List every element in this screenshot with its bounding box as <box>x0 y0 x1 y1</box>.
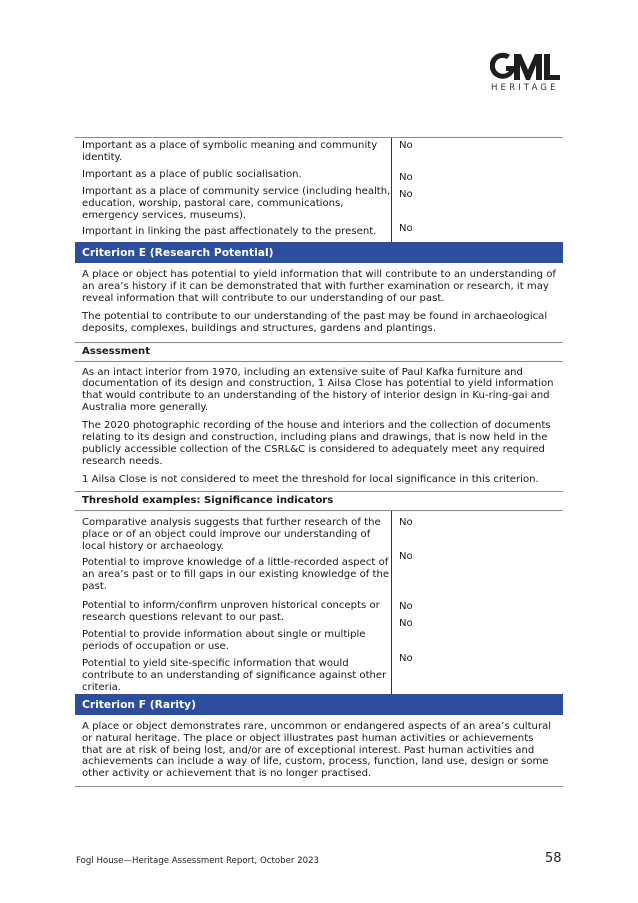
assessment-text <box>75 362 563 486</box>
paragraph: The potential to contribute to our understanding of the past may be found in archaeological deposits, complexes, buildings and structures, gardens and plantings. <box>82 310 548 334</box>
indicator-text: Important as a place of symbolic meaning and community identity. <box>82 140 378 163</box>
indicator-value: No <box>399 652 413 664</box>
paragraph: A place or object demonstrates rare, uncommon or endangered aspects of an area’s cultural or natural heritage. The place or object illustrates past human activities or achievements that are at risk of being lost, and/or are of exceptional interest. Past human activities and achievements can include a way of life, custom, process, function, land use, design or some other activity or achievement that is no longer practised. <box>82 720 552 780</box>
criterion-f-heading: Criterion F (Rarity) <box>75 694 563 715</box>
section-divider <box>75 786 563 787</box>
criterion-d-indicators-table <box>75 137 563 242</box>
criterion-f-description <box>75 715 563 787</box>
logo-heritage-text: HERITAGE <box>491 83 559 93</box>
indicator-value: No <box>399 189 413 200</box>
indicator-text: Important as a place of community service (including health, education, worship, pastoral care, communications, emergency services, museums). <box>82 185 391 221</box>
indicator-text: Comparative analysis suggests that further research of the place or of an object could improve our understanding of local history or archaeology. <box>82 516 381 552</box>
page-number: 58 <box>545 851 562 866</box>
indicator-value: No <box>399 617 413 629</box>
assessment-heading: Assessment <box>75 342 563 362</box>
indicator-values <box>391 511 563 694</box>
gml-logo-mark <box>490 50 562 84</box>
threshold-heading: Threshold examples: Significance indicators <box>75 491 563 511</box>
indicator-text: Potential to provide information about single or multiple periods of occupation or use. <box>82 628 366 652</box>
criterion-e-indicators-table <box>75 511 563 694</box>
indicator-value: No <box>399 600 413 612</box>
paragraph: 1 Ailsa Close is not considered to meet the threshold for local significance in this criterion. <box>82 473 539 485</box>
indicator-value: No <box>399 172 413 183</box>
indicator-text: Important in linking the past affectionately to the present. <box>82 226 377 238</box>
indicator-text: Important as a place of public socialisation. <box>82 168 302 180</box>
paragraph: The 2020 photographic recording of the house and interiors and the collection of documents relating to its design and construction, including plans and drawings, that is now held in the publicly accessible collection of the CSRL&C is considered to adequately meet any required research needs. <box>82 420 551 467</box>
footer-text: Fogl House—Heritage Assessment Report, October 2023 <box>76 856 319 866</box>
document-body <box>75 137 563 787</box>
indicator-value: No <box>399 516 413 528</box>
paragraph: A place or object has potential to yield information that will contribute to an understanding of an area’s history if it can be demonstrated that with further examination or research, it may reveal information that will contribute to our understanding of our past. <box>82 269 556 304</box>
indicator-value: No <box>399 140 413 151</box>
indicator-value: No <box>399 223 413 234</box>
indicator-text: Potential to yield site-specific information that would contribute to an understanding of significance against other criteria. <box>82 657 387 693</box>
indicator-value: No <box>399 550 413 562</box>
indicator-text: Potential to inform/confirm unproven historical concepts or research questions relevant to our past. <box>82 600 380 624</box>
indicator-values <box>391 138 563 242</box>
criterion-e-description <box>75 263 563 335</box>
paragraph: As an intact interior from 1970, including an extensive suite of Paul Kafka furniture and documentation of its design and construction, 1 Ailsa Close has potential to yield information that would contribute to an understanding of the history of interior design in Ku-ring-gai and Australia more generally. <box>82 366 554 414</box>
indicator-text: Potential to improve knowledge of a little-recorded aspect of an area’s past or to fill gaps in our existing knowledge of the past. <box>82 557 390 593</box>
criterion-e-heading: Criterion E (Research Potential) <box>75 242 563 263</box>
